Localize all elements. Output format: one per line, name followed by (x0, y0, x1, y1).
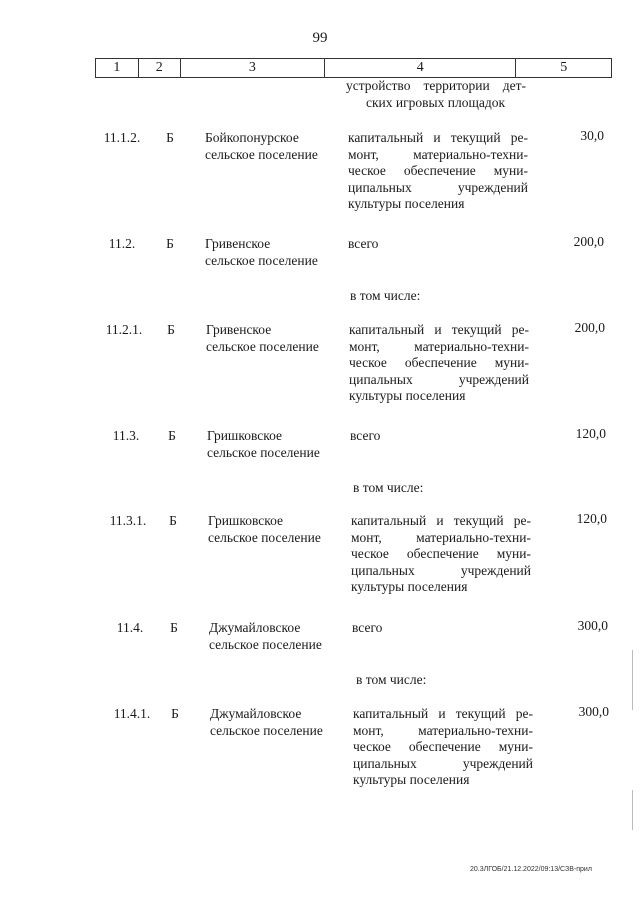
row-amount: 300,0 (577, 618, 608, 633)
description-line: ципальных учреждений (349, 371, 529, 387)
row-description (352, 620, 532, 637)
row-description (348, 236, 528, 253)
row-settlement (209, 620, 349, 653)
row-type: Б (168, 428, 176, 443)
settlement-line: сельское поселение (207, 444, 320, 460)
header-col-4: 4 (325, 59, 516, 77)
settlement-line: сельское поселение (210, 722, 323, 738)
description-line: ципальных учреждений (351, 562, 531, 578)
row-number: 11.4. (116, 620, 144, 635)
description-line: всего (348, 236, 379, 251)
header-col-3: 3 (181, 59, 325, 77)
scan-edge-mark (632, 790, 633, 830)
description-line: культуры поселения (351, 579, 468, 594)
row-type: Б (171, 706, 179, 721)
row-type: Б (167, 322, 175, 337)
description-line: капитальный и текущий ре- (349, 322, 529, 337)
row-amount: 200,0 (573, 234, 604, 249)
settlement-line: Джумайловское (210, 706, 302, 721)
settlement-line: Гривенское (206, 322, 272, 337)
page-number: 99 (312, 30, 328, 46)
row-type: Б (166, 236, 174, 251)
description-line: монт, материально-техни- (351, 529, 531, 545)
row-amount: 120,0 (575, 426, 606, 441)
row-number: 11.4.1. (113, 706, 151, 721)
description-line: ческое обеспечение муни- (351, 546, 531, 561)
footer-code: 20.3ЛГОБ/21.12.2022/09:13/СЗВ-прил (470, 866, 592, 873)
settlement-line: Гришковское (207, 428, 283, 443)
description-line: ческое обеспечение муни- (349, 355, 529, 370)
header-col-2: 2 (139, 59, 181, 77)
row-number: 11.1.2. (103, 130, 141, 145)
description-line: культуры поселения (349, 388, 466, 403)
table-header (95, 58, 612, 78)
description-line: капитальный и текущий ре- (348, 130, 528, 145)
header-col-5: 5 (560, 60, 568, 75)
row-amount: 300,0 (578, 704, 609, 719)
continued-description (346, 78, 526, 111)
row-amount: 120,0 (576, 511, 607, 526)
settlement-line: сельское поселение (208, 529, 321, 545)
row-description (351, 513, 531, 596)
row-settlement (206, 322, 346, 355)
description-line: всего (350, 428, 381, 443)
row-description (353, 706, 533, 789)
row-type: Б (170, 620, 178, 635)
settlement-line: сельское поселение (205, 252, 318, 268)
row-type: Б (169, 513, 177, 528)
scan-edge-mark (632, 650, 633, 710)
subtotal-note: в том числе: (353, 480, 424, 495)
description-line: капитальный и текущий ре- (351, 513, 531, 528)
description-line: монт, материально-техни- (353, 722, 533, 738)
row-description (349, 322, 529, 405)
description-line: монт, материально-техни- (349, 338, 529, 354)
row-type: Б (166, 130, 174, 145)
settlement-line: сельское поселение (205, 146, 318, 162)
row-number: 11.3. (112, 428, 140, 443)
row-description (348, 130, 528, 213)
row-number: 11.3.1. (109, 513, 147, 528)
subtotal-note: в том числе: (356, 672, 427, 687)
row-settlement (207, 428, 347, 461)
description-line: монт, материально-техни- (348, 146, 528, 162)
row-settlement (208, 513, 348, 546)
description-line: ципальных учреждений (353, 755, 533, 771)
description-line: капитальный и текущий ре- (353, 706, 533, 721)
row-amount: 200,0 (574, 320, 605, 335)
description-line: ческое обеспечение муни- (353, 739, 533, 754)
settlement-line: Бойкопонурское (205, 130, 299, 145)
row-settlement (205, 236, 345, 269)
row-number: 11.2. (108, 236, 136, 251)
settlement-line: сельское поселение (209, 636, 322, 652)
settlement-line: сельское поселение (206, 338, 319, 354)
description-line: всего (352, 620, 383, 635)
cont-line: ских игровых площадок (366, 94, 506, 110)
subtotal-note: в том числе: (350, 288, 421, 303)
description-line: ципальных учреждений (348, 179, 528, 195)
row-settlement (205, 130, 345, 163)
description-line: культуры поселения (348, 196, 465, 211)
settlement-line: Джумайловское (209, 620, 301, 635)
row-amount: 30,0 (580, 128, 604, 143)
row-number: 11.2.1. (105, 322, 143, 337)
cont-line: устройство территории дет- (346, 78, 526, 93)
settlement-line: Гривенское (205, 236, 271, 251)
header-col-1: 1 (96, 59, 139, 77)
description-line: ческое обеспечение муни- (348, 163, 528, 178)
row-settlement (210, 706, 350, 739)
row-description (350, 428, 530, 445)
settlement-line: Гришковское (208, 513, 284, 528)
description-line: культуры поселения (353, 772, 470, 787)
